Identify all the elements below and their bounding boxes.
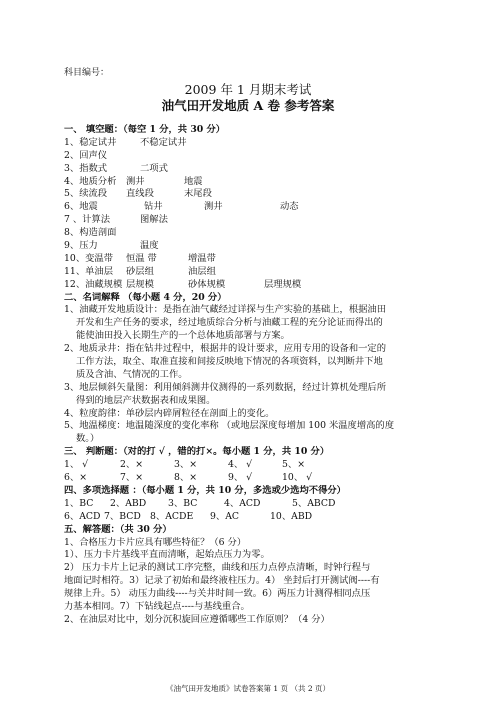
fill-blank-row: [64, 163, 464, 176]
fill-blank-answer: 砂层组: [126, 265, 154, 277]
term-definitions: [64, 304, 464, 446]
fill-blank-row: [64, 201, 464, 214]
fill-blank-answer: 温度: [140, 240, 159, 252]
fill-blank-answer: 4、地质分析: [64, 175, 117, 187]
multiple-choice-row-1: [64, 498, 464, 511]
section-5-heading: 五、解答题：（共 30 分）: [64, 523, 172, 535]
answer-body: [64, 124, 464, 627]
fill-blank-row: [64, 279, 464, 292]
definition-line: 3、地层倾斜矢量图：利用倾斜测井仪测得的一系列数据，经过计算机处理后所: [64, 381, 387, 393]
fill-blank-answer: 层理规模: [264, 278, 302, 290]
subject-code-label: 科目编号：: [64, 68, 110, 78]
true-false-row-2: [64, 472, 464, 485]
fill-blank-answer: 8、构造剖面: [64, 227, 117, 239]
fill-blank-row: [64, 240, 464, 253]
definition-line: 数。）: [76, 433, 100, 445]
answer-item: 10、 √: [282, 472, 313, 484]
fill-blank-answer: 地震: [184, 175, 203, 187]
fill-blank-answer: 直线段: [126, 188, 154, 200]
true-false-row-1: [64, 459, 464, 472]
answer-line: 2） 压力卡片上记录的测试工序完整，曲线和压力点停点清晰，时钟行程与: [64, 562, 371, 574]
definition-line: 得到的地层产状数据表和成果图。: [76, 394, 216, 406]
fill-blank-answer: 1、稳定试井: [64, 136, 117, 148]
answer-item: 2、ABD: [110, 497, 147, 509]
fill-blank-answer: 10、变温带: [64, 252, 114, 264]
answer-line: 力基本相同。7）下钻线起点----与基线重合。: [64, 600, 250, 612]
fill-blank-answer: 12、油藏规模: [64, 278, 123, 290]
fill-blank-answer: 5、续流段: [64, 188, 108, 200]
fill-blank-row: [64, 188, 464, 201]
answer-item: 7、×: [120, 472, 144, 484]
fill-blank-answer: 测井: [126, 175, 145, 187]
fill-blank-answer: 图解法: [140, 214, 168, 226]
fill-blank-answer: 3、指数式: [64, 162, 108, 174]
fill-blank-answer: 层规模: [126, 278, 154, 290]
definition-line: 2、地质录井：指在钻井过程中，根据井的设计要求，应用专用的设备和一定的: [64, 343, 387, 355]
answer-item: 5、×: [282, 459, 306, 471]
exam-title: 2009 年 1 月期末考试: [184, 82, 312, 97]
exam-subtitle: 油气田开发地质 A 卷 参考答案: [161, 98, 335, 113]
section-4-heading: 四、多项选择题 ：（每小题 1 分，共 10 分，多选或少选均不得分）: [64, 484, 346, 496]
answer-item: 4、 √: [228, 459, 253, 471]
fill-blank-answer: 二项式: [140, 162, 168, 174]
fill-blank-answer: 油层组: [188, 265, 216, 277]
answer-item: 2、×: [120, 459, 144, 471]
fill-blank-answer: 砂体规模: [188, 278, 226, 290]
section-3-heading: 三、 判断题：（对的打 √ ，错的打×。每小题 1 分，共 10 分）: [64, 446, 330, 458]
fill-blank-answer: 测井: [204, 201, 223, 213]
fill-blank-row: [64, 137, 464, 150]
answer-item: 7、BCD: [104, 510, 141, 522]
question-1: 1、合格压力卡片应具有哪些特征？（6 分）: [64, 536, 247, 548]
question-2: 2、在油层对比中，划分沉积旋回应遵循哪些工作原则？（4 分）: [64, 613, 330, 625]
answer-item: 4、ACD: [224, 497, 261, 509]
fill-blank-answer: 钻井: [144, 201, 163, 213]
answer-item: 8、×: [174, 472, 198, 484]
answer-item: 1、 √: [64, 459, 89, 471]
answer-line: 1）、压力卡片基线平直而清晰，起始点压力为零。: [64, 549, 270, 561]
fill-blank-row: [64, 227, 464, 240]
section-2-heading: 二、名词解释 （每小题 4 分，20 分）: [64, 291, 227, 303]
fill-blank-answer: 末尾段: [184, 188, 212, 200]
page-footer: 《油气田开发地质》试卷答案第 1 页 （共 2 页）: [166, 684, 330, 693]
multiple-choice-row-2: [64, 511, 464, 524]
fill-blank-row: [64, 253, 464, 266]
answer-item: 8、ACDE: [150, 510, 194, 522]
definition-line: 质及含油、气情况的工作。: [76, 368, 188, 380]
fill-blank-answer: 7 、计算法: [64, 214, 111, 226]
answer-item: 5、ABCD: [292, 497, 336, 509]
answer-item: 6、ACD: [64, 510, 101, 522]
answer-item: 3、BC: [168, 497, 198, 509]
fill-blank-row: [64, 176, 464, 189]
definition-line: 开发和生产任务的要求，经过地质综合分析与油藏工程的充分论证而得出的: [76, 317, 383, 329]
section-1-heading: 一、 填空题：（每空 1 分，共 30 分）: [64, 124, 226, 135]
fill-blank-answer: 增温带: [188, 252, 216, 264]
fill-blank-answer: 6、地震: [64, 201, 98, 213]
fill-blank-answer: 2、回声仪: [64, 149, 108, 161]
definition-line: 能使油田投入长期生产的一个总体地质部署与方案。: [76, 330, 290, 342]
answer-line: 规律上升。5） 动压力曲线----与关井时间一致。6）两压力计测得相同点压: [64, 588, 371, 600]
fill-blank-answer: 11、单油层: [64, 265, 114, 277]
definition-line: 1、油藏开发地质设计：是指在油气藏经过详探与生产实验的基础上，根据油田: [64, 304, 387, 316]
fill-blank-row: [64, 150, 464, 163]
fill-blank-row: [64, 214, 464, 227]
answer-item: 10、ABD: [270, 510, 313, 522]
answer-item: 1、BC: [64, 497, 94, 509]
answer-line: 地面记时相符。3）记录了初始和最终液柱压力。4） 坐封后打开测试阀----有: [64, 575, 380, 587]
answer-item: 6、×: [64, 472, 88, 484]
fill-blank-row: [64, 266, 464, 279]
answer-item: 9、 √: [228, 472, 253, 484]
answer-item: 9、AC: [210, 510, 240, 522]
definition-line: 5、地温梯度：地温随深度的变化率称 （或地层深度每增加 100 米温度增高的度: [64, 420, 395, 432]
definition-line: 工作方法，取全、取准直接和间接反映地下情况的各项资料，以判断井下地: [76, 356, 383, 368]
question-1-answer: [64, 549, 464, 613]
definition-line: 4、粒度韵律：单砂层内碎屑粒径在剖面上的变化。: [64, 407, 275, 419]
fill-blank-answer: 9、压力: [64, 240, 98, 252]
fill-blank-answer: 动态: [280, 201, 299, 213]
fill-blank-answer: 恒温 带: [126, 252, 157, 264]
fill-blank-answer: 不稳定试井: [140, 136, 187, 148]
fill-blank-answers: [64, 137, 464, 292]
answer-item: 3、×: [174, 459, 198, 471]
